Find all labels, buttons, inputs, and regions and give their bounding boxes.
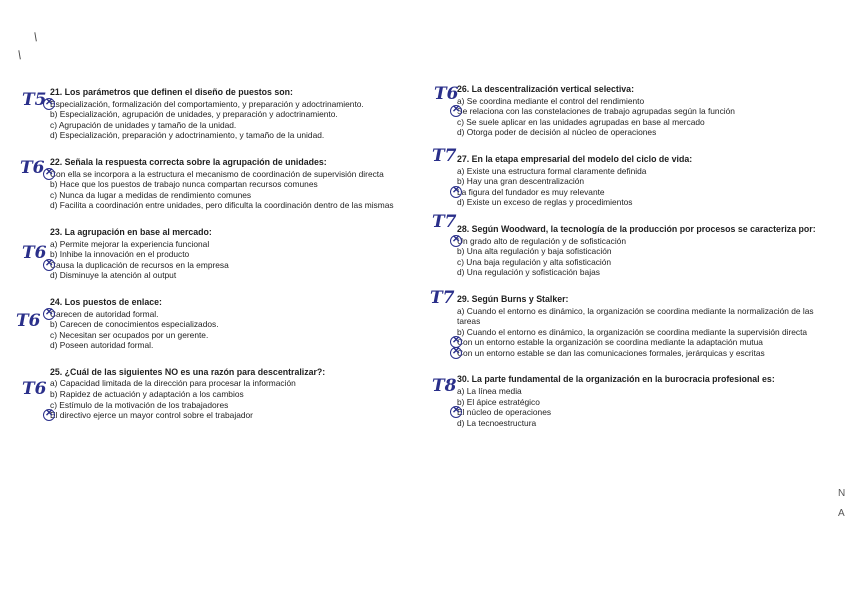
option-d[interactable]: d) Existe un exceso de reglas y procedimientos [457,197,633,208]
option-b[interactable]: b) Rapidez de actuación y adaptación a los cambios [50,389,244,400]
option-a[interactable]: Carecen de autoridad formal. ✕ [50,309,422,320]
option-d[interactable]: Con un entorno estable se dan las comunicaciones formales, jerárquicas y escritas ✕ [457,348,827,359]
option-c[interactable]: c) Una baja regulación y alta sofisticación [457,256,612,267]
question-title: 29. Según Burns y Stalker: [457,293,569,304]
question-23 [50,227,422,281]
option-a[interactable]: Un grado alto de regulación y de sofisticación ✕ [457,236,827,247]
pen-mark-icon: / [31,29,41,45]
option-c[interactable]: La figura del fundador es muy relevante ✕ [457,187,827,198]
question-29 [457,294,827,359]
option-a[interactable]: a) Cuando el entorno es dinámico, la organización se coordina mediante la normalización de las tareas [457,305,814,327]
option-d[interactable]: d) La tecnoestructura [457,417,537,428]
option-a[interactable]: Especialización, formalización del comportamiento, y preparación y adoctrinamiento. ✕ [50,99,422,110]
option-d[interactable]: d) Disminuye la atención al output [50,270,177,281]
question-28 [457,224,827,278]
option-b[interactable]: Se relaciona con las constelaciones de trabajo agrupadas según la función ✕ [457,106,827,117]
right-column [457,84,827,444]
option-d[interactable]: d) Poseen autoridad formal. [50,340,154,351]
question-title: 21. Los parámetros que definen el diseño de puestos son: [50,87,293,97]
option-b[interactable]: b) El ápice estratégico [457,396,540,407]
option-a[interactable]: a) Permite mejorar la experiencia funcional [50,238,210,249]
pen-mark-icon: / [15,47,25,63]
question-title: 24. Los puestos de enlace: [50,296,162,307]
question-title: 27. En la etapa empresarial del modelo del ciclo de vida: [457,153,693,164]
question-title: 23. La agrupación en base al mercado: [50,226,212,237]
question-title: 22. Señala la respuesta correcta sobre la agrupación de unidades: [50,156,327,167]
handwritten-tag: T7 [430,288,455,308]
option-b[interactable]: b) Una alta regulación y baja sofisticación [457,246,612,257]
option-d[interactable]: d) Especialización, preparación y adoctrinamiento, y tamaño de la unidad. [50,130,325,141]
option-d[interactable]: d) Facilita a coordinación entre unidades, pero dificulta la coordinación dentro de las mismas [50,200,394,211]
pen-mark-icon: N [838,488,846,499]
handwritten-tag: T6 [22,243,47,263]
question-title: 28. Según Woodward, la tecnología de la producción por procesos se caracteriza por: [457,223,816,234]
handwritten-tag: T6 [22,379,47,399]
pen-mark-icon: A [838,508,845,519]
option-a[interactable]: a) Existe una estructura formal claramente definida [457,165,647,176]
question-25 [50,367,422,421]
option-a[interactable]: Con ella se incorpora a la estructura el mecanismo de coordinación de supervisión directa ✕ [50,169,422,180]
question-title: 26. La descentralización vertical selectiva: [457,84,635,94]
option-c[interactable]: c) Se suele aplicar en las unidades agrupadas en base al mercado [457,116,705,127]
option-b[interactable]: b) Hay una gran descentralización [457,176,585,187]
handwritten-tag: T8 [432,376,457,396]
option-c[interactable]: c) Nunca da lugar a medidas de rendimiento comunes [50,189,252,200]
option-a[interactable]: a) La línea media [457,386,522,397]
handwritten-tag: T6 [16,311,41,331]
option-c[interactable]: Causa la duplicación de recursos en la empresa ✕ [50,260,422,271]
question-30 [457,374,827,428]
handwritten-tag: T6 [20,158,45,178]
question-21 [50,87,422,141]
option-b[interactable]: b) Cuando el entorno es dinámico, la organización se coordina mediante la supervisión directa [457,326,808,337]
option-b[interactable]: b) Inhibe la innovación en el producto [50,249,190,260]
question-26 [457,84,827,138]
option-c[interactable]: c) Estímulo de la motivación de los trabajadores [50,399,229,410]
handwritten-tag: T7 [432,146,457,166]
option-d[interactable]: d) Otorga poder de decisión al núcleo de operaciones [457,127,657,138]
question-22 [50,157,422,211]
left-column [50,87,422,437]
question-title: 30. La parte fundamental de la organización en la burocracia profesional es: [457,374,775,385]
option-b[interactable]: b) Hace que los puestos de trabajo nunca compartan recursos comunes [50,179,318,190]
option-b[interactable]: b) Carecen de conocimientos especializados. [50,319,219,330]
option-c[interactable]: Con un entorno estable la organización se coordina mediante la adaptación mutua ✕ [457,337,827,348]
handwritten-tag: T5 [22,90,47,110]
option-d[interactable]: El directivo ejerce un mayor control sobre el trabajador ✕ [50,410,422,421]
option-d[interactable]: d) Una regulación y sofisticación bajas [457,267,600,278]
option-a[interactable]: a) Capacidad limitada de la dirección para procesar la información [50,378,296,389]
question-title: 25. ¿Cuál de las siguientes NO es una razón para descentralizar?: [50,366,326,377]
question-27 [457,154,827,208]
question-24 [50,297,422,351]
handwritten-tag: T6 [434,84,459,104]
option-c[interactable]: El núcleo de operaciones ✕ [457,407,827,418]
option-c[interactable]: c) Necesitan ser ocupados por un gerente. [50,329,209,340]
option-c[interactable]: c) Agrupación de unidades y tamaño de la unidad. [50,119,237,130]
handwritten-tag: T7 [432,212,457,232]
option-b[interactable]: b) Especialización, agrupación de unidades, y preparación y adoctrinamiento. [50,109,338,120]
option-a[interactable]: a) Se coordina mediante el control del rendimiento [457,95,645,106]
